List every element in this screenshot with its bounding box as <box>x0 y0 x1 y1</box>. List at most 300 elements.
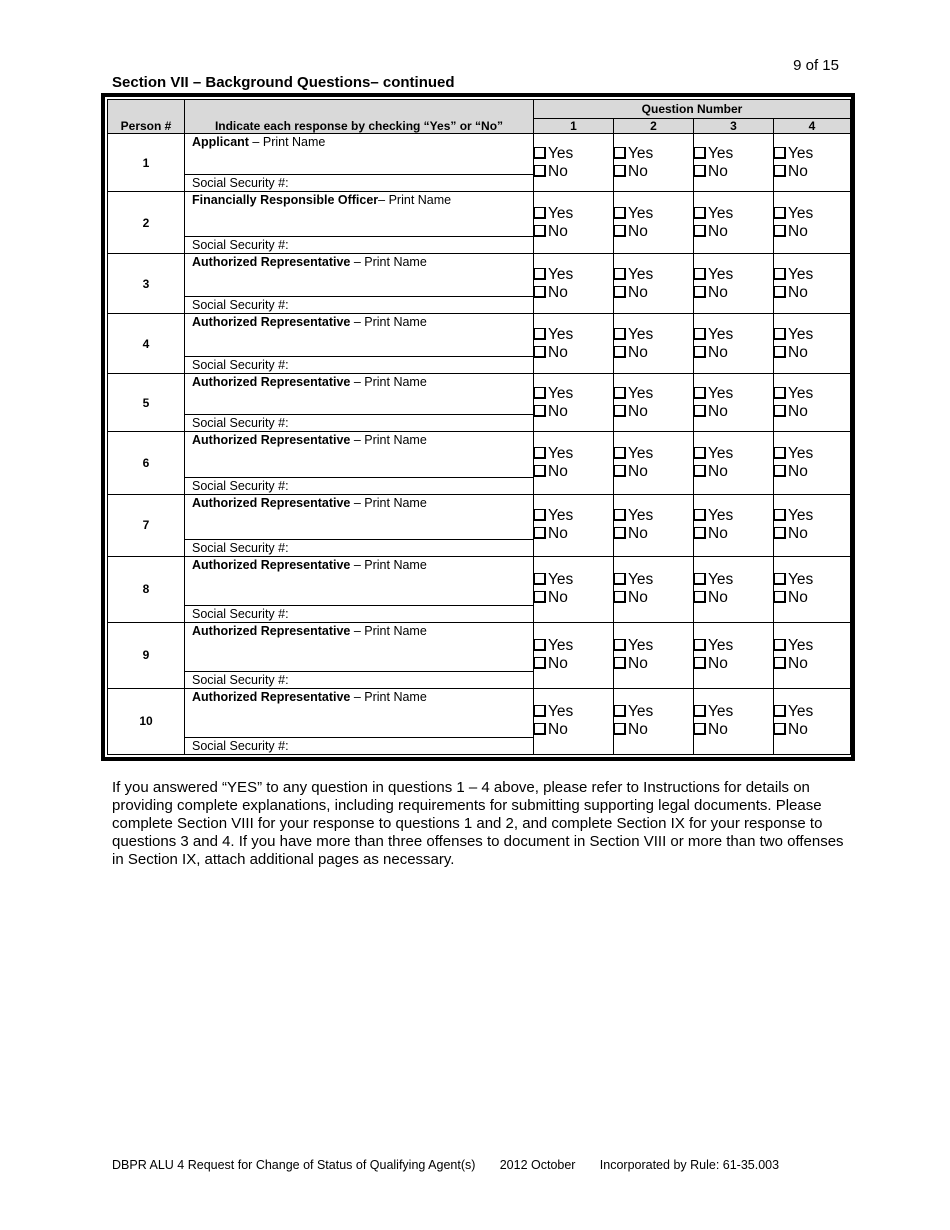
question-4-header: 4 <box>774 119 851 134</box>
checkbox-icon[interactable] <box>694 639 706 651</box>
checkbox-icon[interactable] <box>774 346 786 358</box>
checkbox-icon[interactable] <box>534 268 546 280</box>
yes-option[interactable] <box>534 507 613 525</box>
checkbox-icon[interactable] <box>774 705 786 717</box>
no-option[interactable] <box>694 344 773 362</box>
yes-label: Yes <box>548 204 574 222</box>
yes-label: Yes <box>708 703 734 721</box>
print-name-label: – Print Name <box>350 557 427 572</box>
checkbox-icon[interactable] <box>694 527 706 539</box>
checkbox-icon[interactable] <box>694 723 706 735</box>
yes-option[interactable] <box>614 326 693 344</box>
print-name-field[interactable] <box>185 134 533 174</box>
no-option[interactable] <box>694 163 773 181</box>
yes-option[interactable] <box>534 571 613 589</box>
checkbox-icon[interactable] <box>614 509 626 521</box>
person-row <box>108 622 851 688</box>
no-label: No <box>548 343 568 361</box>
yes-label: Yes <box>708 265 734 283</box>
social-security-label: Social Security #: <box>192 358 289 373</box>
question-3-answer <box>694 622 774 688</box>
no-label: No <box>708 402 728 420</box>
no-label: No <box>788 402 808 420</box>
checkbox-icon[interactable] <box>694 346 706 358</box>
page-number: 9 of 15 <box>793 57 839 74</box>
question-4-answer <box>774 374 851 432</box>
checkbox-icon[interactable] <box>614 346 626 358</box>
section-title: Section VII – Background Questions– continued <box>112 74 455 91</box>
role-label: Authorized Representative <box>192 375 351 390</box>
checkbox-icon[interactable] <box>534 328 546 340</box>
checkbox-icon[interactable] <box>534 573 546 585</box>
yes-option[interactable] <box>694 326 773 344</box>
yes-label: Yes <box>788 571 814 589</box>
checkbox-icon[interactable] <box>774 573 786 585</box>
person-number: 7 <box>108 494 185 556</box>
checkbox-icon[interactable] <box>694 509 706 521</box>
yes-label: Yes <box>628 507 654 525</box>
question-1-answer <box>534 556 614 622</box>
question-4-answer <box>774 254 851 314</box>
no-option[interactable] <box>534 163 613 181</box>
checkbox-icon[interactable] <box>694 165 706 177</box>
person-name-cell <box>185 556 534 622</box>
no-option[interactable] <box>774 589 850 607</box>
yes-label: Yes <box>628 325 654 343</box>
checkbox-icon[interactable] <box>774 509 786 521</box>
social-security-field[interactable] <box>185 671 533 688</box>
person-row <box>108 556 851 622</box>
person-name-cell <box>185 254 534 314</box>
yes-option[interactable] <box>774 385 850 403</box>
checkbox-icon[interactable] <box>694 591 706 603</box>
no-label: No <box>628 162 648 180</box>
person-row <box>108 432 851 494</box>
checkbox-icon[interactable] <box>614 207 626 219</box>
no-option[interactable] <box>774 463 850 481</box>
checkbox-icon[interactable] <box>534 387 546 399</box>
question-3-answer <box>694 494 774 556</box>
checkbox-icon[interactable] <box>694 328 706 340</box>
checkbox-icon[interactable] <box>534 165 546 177</box>
checkbox-icon[interactable] <box>614 328 626 340</box>
print-name-field[interactable] <box>185 557 533 605</box>
yes-option[interactable] <box>614 205 693 223</box>
yes-option[interactable] <box>694 703 773 721</box>
yes-option[interactable] <box>774 637 850 655</box>
no-option[interactable] <box>614 163 693 181</box>
person-number: 6 <box>108 432 185 494</box>
yes-label: Yes <box>708 384 734 402</box>
yes-option[interactable] <box>534 637 613 655</box>
yes-option[interactable] <box>534 205 613 223</box>
yes-label: Yes <box>548 265 574 283</box>
social-security-field[interactable] <box>185 539 533 556</box>
checkbox-icon[interactable] <box>614 405 626 417</box>
no-option[interactable] <box>774 223 850 241</box>
yes-option[interactable] <box>774 205 850 223</box>
no-option[interactable] <box>534 463 613 481</box>
yes-label: Yes <box>788 444 814 462</box>
yes-label: Yes <box>708 637 734 655</box>
checkbox-icon[interactable] <box>614 527 626 539</box>
question-2-answer <box>614 556 694 622</box>
no-option[interactable] <box>694 525 773 543</box>
no-label: No <box>548 655 568 673</box>
checkbox-icon[interactable] <box>534 207 546 219</box>
instructions-paragraph: If you answered “YES” to any question in questions 1 – 4 above, please refer to Instructions for details on providing complete explanations, including requirements for submitting supporting legal documents. Please complete Section VIII for your response to questions 1 and 2, and complete Section IX for your response to questions 3 and 4. If you have more than three offenses to document in Section VIII or more than two offenses in Section IX, attach additional pages as necessary. <box>112 779 844 868</box>
question-3-answer <box>694 254 774 314</box>
yes-option[interactable] <box>694 507 773 525</box>
yes-label: Yes <box>628 384 654 402</box>
checkbox-icon[interactable] <box>534 286 546 298</box>
yes-option[interactable] <box>534 445 613 463</box>
checkbox-icon[interactable] <box>614 447 626 459</box>
yes-option[interactable] <box>534 385 613 403</box>
no-label: No <box>788 589 808 607</box>
no-option[interactable] <box>614 463 693 481</box>
social-security-field[interactable] <box>185 605 533 622</box>
yes-option[interactable] <box>694 385 773 403</box>
yes-option[interactable] <box>694 266 773 284</box>
no-label: No <box>708 525 728 543</box>
no-option[interactable] <box>694 223 773 241</box>
checkbox-icon[interactable] <box>534 527 546 539</box>
no-option[interactable] <box>534 403 613 421</box>
yes-label: Yes <box>628 703 654 721</box>
yes-option[interactable] <box>614 637 693 655</box>
page-footer <box>112 1158 779 1172</box>
question-2-header: 2 <box>614 119 694 134</box>
role-label: Authorized Representative <box>192 315 351 330</box>
checkbox-icon[interactable] <box>534 639 546 651</box>
checkbox-icon[interactable] <box>694 225 706 237</box>
yes-option[interactable] <box>534 145 613 163</box>
yes-label: Yes <box>708 144 734 162</box>
no-option[interactable] <box>534 589 613 607</box>
person-row <box>108 688 851 754</box>
checkbox-icon[interactable] <box>774 165 786 177</box>
checkbox-icon[interactable] <box>534 147 546 159</box>
person-number: 10 <box>108 688 185 754</box>
question-4-answer <box>774 688 851 754</box>
checkbox-icon[interactable] <box>694 147 706 159</box>
checkbox-icon[interactable] <box>534 723 546 735</box>
checkbox-icon[interactable] <box>694 657 706 669</box>
social-security-field[interactable] <box>185 737 533 754</box>
checkbox-icon[interactable] <box>534 447 546 459</box>
question-2-answer <box>614 192 694 254</box>
checkbox-icon[interactable] <box>694 465 706 477</box>
checkbox-icon[interactable] <box>614 165 626 177</box>
person-row <box>108 314 851 374</box>
checkbox-icon[interactable] <box>694 268 706 280</box>
no-option[interactable] <box>774 721 850 739</box>
social-security-label: Social Security #: <box>192 478 289 493</box>
yes-option[interactable] <box>774 571 850 589</box>
no-option[interactable] <box>694 589 773 607</box>
person-row <box>108 192 851 254</box>
background-questions-table <box>107 99 851 755</box>
question-1-answer <box>534 622 614 688</box>
yes-option[interactable] <box>614 571 693 589</box>
question-1-answer <box>534 314 614 374</box>
social-security-field[interactable] <box>185 356 533 373</box>
no-option[interactable] <box>534 223 613 241</box>
no-label: No <box>708 283 728 301</box>
social-security-field[interactable] <box>185 236 533 253</box>
no-option[interactable] <box>534 284 613 302</box>
question-3-answer <box>694 688 774 754</box>
print-name-field[interactable] <box>185 495 533 539</box>
social-security-field[interactable] <box>185 414 533 431</box>
print-name-label: – Print Name <box>350 433 427 448</box>
no-label: No <box>548 589 568 607</box>
checkbox-icon[interactable] <box>614 465 626 477</box>
checkbox-icon[interactable] <box>774 639 786 651</box>
no-option[interactable] <box>614 655 693 673</box>
no-option[interactable] <box>774 655 850 673</box>
checkbox-icon[interactable] <box>534 465 546 477</box>
role-label: Authorized Representative <box>192 433 351 448</box>
no-option[interactable] <box>694 284 773 302</box>
checkbox-icon[interactable] <box>694 705 706 717</box>
yes-label: Yes <box>708 444 734 462</box>
yes-option[interactable] <box>694 637 773 655</box>
print-name-field[interactable] <box>185 254 533 296</box>
yes-label: Yes <box>548 703 574 721</box>
no-label: No <box>708 162 728 180</box>
no-option[interactable] <box>614 344 693 362</box>
checkbox-icon[interactable] <box>614 147 626 159</box>
print-name-field[interactable] <box>185 374 533 414</box>
no-label: No <box>548 222 568 240</box>
yes-option[interactable] <box>534 326 613 344</box>
checkbox-icon[interactable] <box>614 225 626 237</box>
checkbox-icon[interactable] <box>614 657 626 669</box>
question-number-header: Question Number <box>534 100 851 119</box>
question-1-answer <box>534 494 614 556</box>
no-option[interactable] <box>774 525 850 543</box>
question-4-answer <box>774 432 851 494</box>
no-label: No <box>628 402 648 420</box>
no-label: No <box>548 525 568 543</box>
question-1-answer <box>534 374 614 432</box>
yes-option[interactable] <box>774 326 850 344</box>
yes-label: Yes <box>628 265 654 283</box>
yes-label: Yes <box>788 507 814 525</box>
person-number: 8 <box>108 556 185 622</box>
checkbox-icon[interactable] <box>774 225 786 237</box>
no-option[interactable] <box>534 655 613 673</box>
question-4-answer <box>774 494 851 556</box>
question-1-header: 1 <box>534 119 614 134</box>
no-option[interactable] <box>774 163 850 181</box>
checkbox-icon[interactable] <box>694 447 706 459</box>
checkbox-icon[interactable] <box>774 465 786 477</box>
question-3-header: 3 <box>694 119 774 134</box>
checkbox-icon[interactable] <box>534 405 546 417</box>
checkbox-icon[interactable] <box>774 147 786 159</box>
print-name-field[interactable] <box>185 623 533 671</box>
no-option[interactable] <box>694 655 773 673</box>
question-1-answer <box>534 192 614 254</box>
no-label: No <box>628 525 648 543</box>
no-option[interactable] <box>534 344 613 362</box>
question-2-answer <box>614 254 694 314</box>
social-security-field[interactable] <box>185 477 533 494</box>
checkbox-icon[interactable] <box>774 657 786 669</box>
no-option[interactable] <box>774 344 850 362</box>
yes-option[interactable] <box>614 703 693 721</box>
checkbox-icon[interactable] <box>694 405 706 417</box>
no-option[interactable] <box>694 463 773 481</box>
checkbox-icon[interactable] <box>614 573 626 585</box>
social-security-field[interactable] <box>185 296 533 313</box>
yes-label: Yes <box>788 204 814 222</box>
yes-option[interactable] <box>614 145 693 163</box>
yes-label: Yes <box>628 571 654 589</box>
yes-option[interactable] <box>614 445 693 463</box>
checkbox-icon[interactable] <box>774 268 786 280</box>
checkbox-icon[interactable] <box>774 527 786 539</box>
checkbox-icon[interactable] <box>534 225 546 237</box>
checkbox-icon[interactable] <box>614 723 626 735</box>
yes-option[interactable] <box>614 385 693 403</box>
checkbox-icon[interactable] <box>774 447 786 459</box>
yes-option[interactable] <box>534 266 613 284</box>
yes-option[interactable] <box>614 507 693 525</box>
yes-label: Yes <box>548 571 574 589</box>
social-security-label: Social Security #: <box>192 540 289 555</box>
no-option[interactable] <box>534 721 613 739</box>
yes-label: Yes <box>628 444 654 462</box>
yes-option[interactable] <box>694 445 773 463</box>
question-2-answer <box>614 314 694 374</box>
checkbox-icon[interactable] <box>774 207 786 219</box>
no-label: No <box>628 589 648 607</box>
checkbox-icon[interactable] <box>694 207 706 219</box>
checkbox-icon[interactable] <box>694 286 706 298</box>
question-3-answer <box>694 192 774 254</box>
checkbox-icon[interactable] <box>534 705 546 717</box>
person-name-cell <box>185 314 534 374</box>
yes-option[interactable] <box>694 145 773 163</box>
no-label: No <box>708 589 728 607</box>
checkbox-icon[interactable] <box>534 346 546 358</box>
no-option[interactable] <box>774 403 850 421</box>
checkbox-icon[interactable] <box>774 723 786 735</box>
yes-option[interactable] <box>774 266 850 284</box>
yes-option[interactable] <box>614 266 693 284</box>
yes-label: Yes <box>708 571 734 589</box>
no-option[interactable] <box>614 525 693 543</box>
no-label: No <box>708 655 728 673</box>
no-option[interactable] <box>614 223 693 241</box>
no-label: No <box>788 343 808 361</box>
no-label: No <box>788 283 808 301</box>
social-security-label: Social Security #: <box>192 606 289 621</box>
yes-label: Yes <box>628 637 654 655</box>
social-security-label: Social Security #: <box>192 238 289 253</box>
checkbox-icon[interactable] <box>534 657 546 669</box>
checkbox-icon[interactable] <box>534 591 546 603</box>
checkbox-icon[interactable] <box>774 387 786 399</box>
checkbox-icon[interactable] <box>614 639 626 651</box>
no-option[interactable] <box>534 525 613 543</box>
yes-option[interactable] <box>694 205 773 223</box>
social-security-label: Social Security #: <box>192 298 289 313</box>
checkbox-icon[interactable] <box>694 387 706 399</box>
checkbox-icon[interactable] <box>614 268 626 280</box>
yes-option[interactable] <box>774 445 850 463</box>
no-label: No <box>548 402 568 420</box>
yes-label: Yes <box>548 325 574 343</box>
checkbox-icon[interactable] <box>534 509 546 521</box>
checkbox-icon[interactable] <box>614 286 626 298</box>
print-name-field[interactable] <box>185 689 533 737</box>
question-1-answer <box>534 688 614 754</box>
no-label: No <box>548 162 568 180</box>
checkbox-icon[interactable] <box>774 591 786 603</box>
person-number: 2 <box>108 192 185 254</box>
no-option[interactable] <box>614 721 693 739</box>
yes-option[interactable] <box>534 703 613 721</box>
background-questions-form <box>101 93 855 761</box>
yes-option[interactable] <box>774 703 850 721</box>
checkbox-icon[interactable] <box>774 328 786 340</box>
print-name-label: – Print Name <box>350 375 427 390</box>
no-label: No <box>708 721 728 739</box>
no-label: No <box>788 655 808 673</box>
yes-label: Yes <box>628 144 654 162</box>
role-label: Authorized Representative <box>192 623 351 638</box>
person-row <box>108 494 851 556</box>
question-4-answer <box>774 556 851 622</box>
yes-label: Yes <box>548 637 574 655</box>
no-option[interactable] <box>774 284 850 302</box>
no-option[interactable] <box>694 721 773 739</box>
checkbox-icon[interactable] <box>774 405 786 417</box>
no-label: No <box>548 283 568 301</box>
no-label: No <box>628 721 648 739</box>
social-security-field[interactable] <box>185 174 533 191</box>
no-option[interactable] <box>694 403 773 421</box>
footer-form-title: DBPR ALU 4 Request for Change of Status of Qualifying Agent(s) <box>112 1158 476 1172</box>
yes-label: Yes <box>548 144 574 162</box>
no-option[interactable] <box>614 589 693 607</box>
checkbox-icon[interactable] <box>614 705 626 717</box>
checkbox-icon[interactable] <box>694 573 706 585</box>
social-security-label: Social Security #: <box>192 176 289 191</box>
no-option[interactable] <box>614 403 693 421</box>
print-name-field[interactable] <box>185 314 533 356</box>
print-name-field[interactable] <box>185 432 533 476</box>
checkbox-icon[interactable] <box>614 591 626 603</box>
yes-option[interactable] <box>694 571 773 589</box>
checkbox-icon[interactable] <box>614 387 626 399</box>
checkbox-icon[interactable] <box>774 286 786 298</box>
print-name-field[interactable] <box>185 192 533 236</box>
yes-option[interactable] <box>774 145 850 163</box>
question-2-answer <box>614 374 694 432</box>
person-number: 4 <box>108 314 185 374</box>
indicate-response-header: Indicate each response by checking “Yes” or “No” <box>185 100 534 134</box>
person-name-cell <box>185 432 534 494</box>
no-option[interactable] <box>614 284 693 302</box>
person-name-cell <box>185 134 534 192</box>
yes-option[interactable] <box>774 507 850 525</box>
